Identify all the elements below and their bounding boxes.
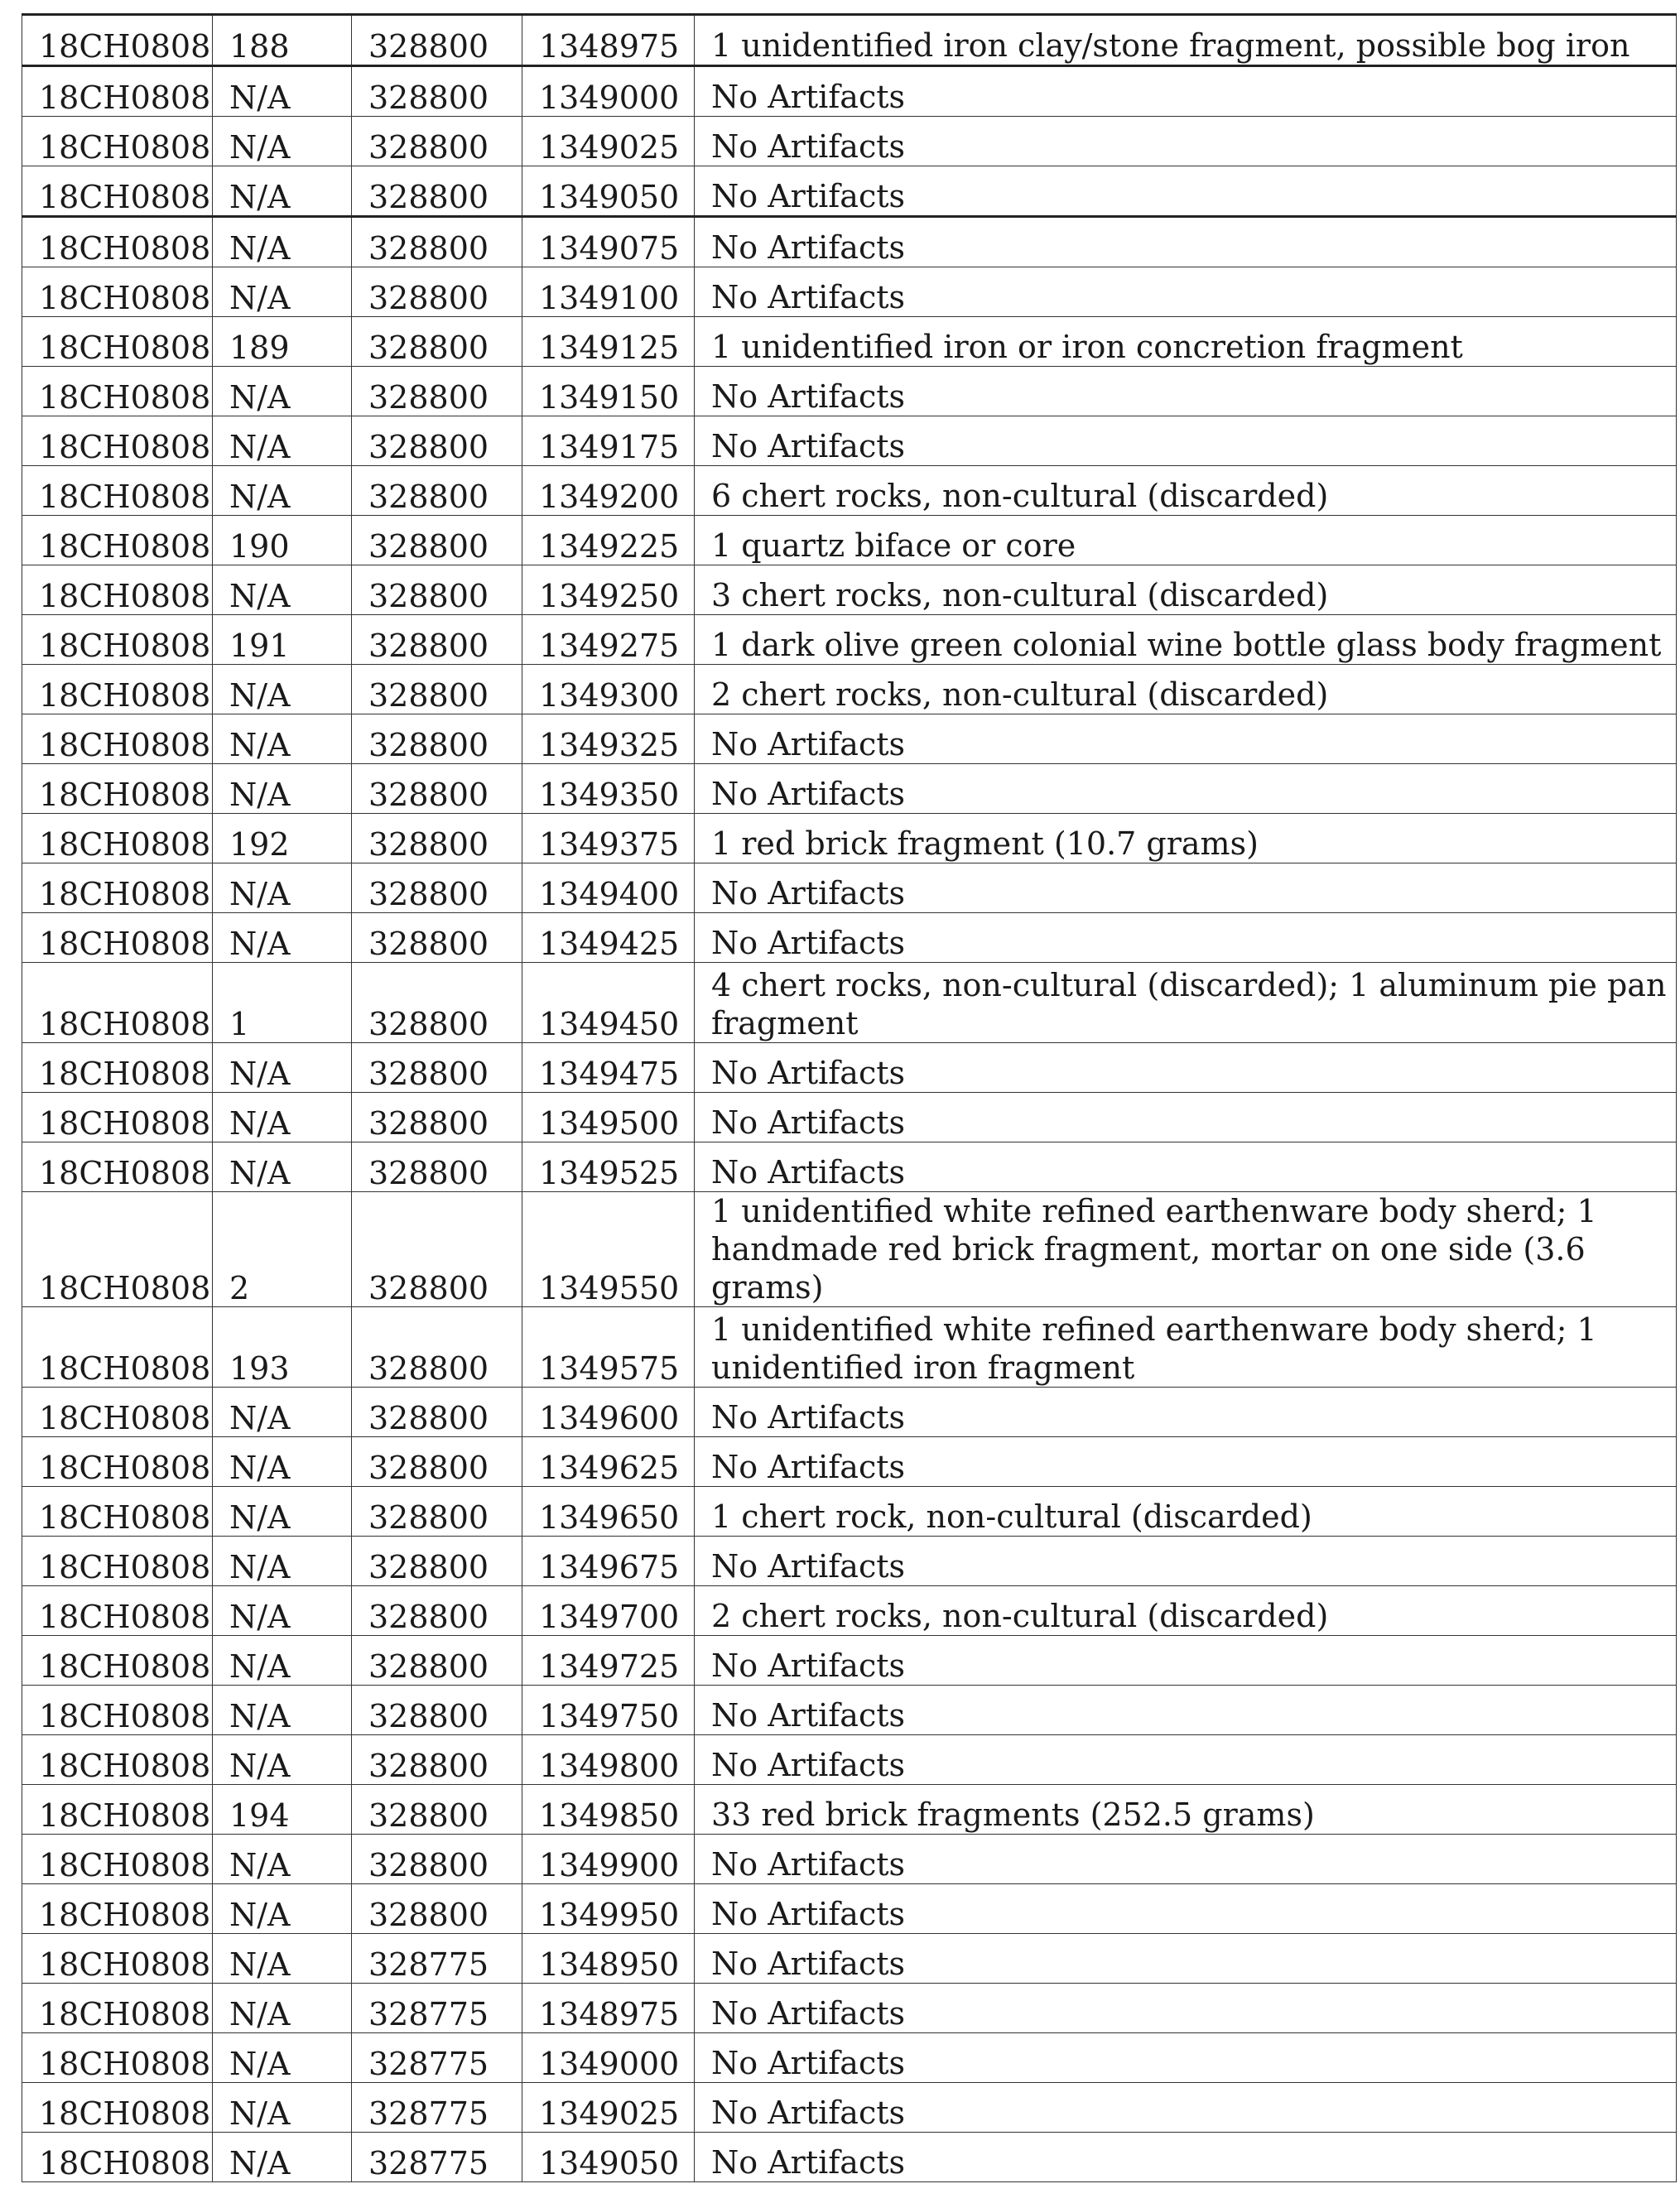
table-row [22,1636,1677,1686]
northing-cell: 1349175 [522,416,695,466]
table-row [22,1586,1677,1636]
catalog-number-cell: 190 [213,516,352,565]
description-cell: No Artifacts [695,1388,1677,1437]
table-row [22,913,1677,963]
northing-cell: 1349125 [522,317,695,367]
site-number-cell: 18CH0808 [22,2083,213,2133]
site-number-cell: 18CH0808 [22,217,213,267]
site-number-cell: 18CH0808 [22,66,213,117]
northing-cell: 1348950 [522,1934,695,1984]
northing-cell: 1349250 [522,565,695,615]
catalog-number-cell: N/A [213,1093,352,1142]
site-number-cell: 18CH0808 [22,516,213,565]
table-row [22,963,1677,1043]
catalog-number-cell: 188 [213,15,352,66]
easting-cell: 328800 [352,814,522,863]
description-cell: 1 unidentified white refined earthenware body sherd; 1 unidentified iron fragment [695,1307,1677,1388]
table-row [22,1934,1677,1984]
site-number-cell: 18CH0808 [22,317,213,367]
table-row [22,1487,1677,1537]
catalog-number-cell: 1 [213,963,352,1043]
catalog-number-cell: N/A [213,665,352,714]
site-number-cell: 18CH0808 [22,615,213,665]
description-cell: No Artifacts [695,1043,1677,1093]
description-cell: No Artifacts [695,166,1677,217]
catalog-number-cell: N/A [213,1142,352,1192]
northing-cell: 1349350 [522,764,695,814]
northing-cell: 1349550 [522,1192,695,1307]
easting-cell: 328800 [352,516,522,565]
table-row [22,217,1677,267]
easting-cell: 328775 [352,2033,522,2083]
table-row [22,267,1677,317]
description-cell: 1 unidentified white refined earthenware body sherd; 1 handmade red brick fragment, mortar on one side (3.6 grams) [695,1192,1677,1307]
catalog-number-cell: 192 [213,814,352,863]
site-number-cell: 18CH0808 [22,665,213,714]
table-row [22,15,1677,66]
site-number-cell: 18CH0808 [22,1686,213,1735]
table-row [22,764,1677,814]
description-cell: No Artifacts [695,714,1677,764]
site-number-cell: 18CH0808 [22,2033,213,2083]
northing-cell: 1349650 [522,1487,695,1537]
northing-cell: 1349325 [522,714,695,764]
easting-cell: 328800 [352,166,522,217]
site-number-cell: 18CH0808 [22,2133,213,2182]
description-cell: No Artifacts [695,1437,1677,1487]
description-cell: 2 chert rocks, non-cultural (discarded) [695,1586,1677,1636]
description-cell: No Artifacts [695,1884,1677,1934]
site-number-cell: 18CH0808 [22,1636,213,1686]
easting-cell: 328800 [352,367,522,416]
table-row [22,1093,1677,1142]
easting-cell: 328800 [352,714,522,764]
easting-cell: 328800 [352,416,522,466]
table-row [22,317,1677,367]
site-number-cell: 18CH0808 [22,1984,213,2033]
catalog-number-cell: N/A [213,1043,352,1093]
description-cell: No Artifacts [695,367,1677,416]
description-cell: No Artifacts [695,863,1677,913]
site-number-cell: 18CH0808 [22,416,213,466]
northing-cell: 1349425 [522,913,695,963]
site-number-cell: 18CH0808 [22,1142,213,1192]
northing-cell: 1349025 [522,2083,695,2133]
catalog-number-cell: N/A [213,1636,352,1686]
catalog-number-cell: N/A [213,416,352,466]
catalog-number-cell: N/A [213,66,352,117]
site-number-cell: 18CH0808 [22,814,213,863]
site-number-cell: 18CH0808 [22,1437,213,1487]
table-row [22,714,1677,764]
table-row [22,1388,1677,1437]
table-row [22,814,1677,863]
description-cell: No Artifacts [695,764,1677,814]
easting-cell: 328800 [352,317,522,367]
table-row [22,1307,1677,1388]
description-cell: 1 dark olive green colonial wine bottle glass body fragment [695,615,1677,665]
easting-cell: 328800 [352,1835,522,1884]
site-number-cell: 18CH0808 [22,1487,213,1537]
description-cell: 2 chert rocks, non-cultural (discarded) [695,665,1677,714]
easting-cell: 328800 [352,1388,522,1437]
northing-cell: 1349525 [522,1142,695,1192]
site-number-cell: 18CH0808 [22,863,213,913]
catalog-number-cell: N/A [213,2083,352,2133]
description-cell: 1 red brick fragment (10.7 grams) [695,814,1677,863]
northing-cell: 1349225 [522,516,695,565]
easting-cell: 328775 [352,2083,522,2133]
catalog-number-cell: N/A [213,1537,352,1586]
description-cell: No Artifacts [695,1686,1677,1735]
description-cell: No Artifacts [695,416,1677,466]
table-row [22,1984,1677,2033]
northing-cell: 1349600 [522,1388,695,1437]
catalog-number-cell: 191 [213,615,352,665]
northing-cell: 1349025 [522,117,695,166]
description-cell: No Artifacts [695,2133,1677,2182]
catalog-number-cell: N/A [213,913,352,963]
easting-cell: 328800 [352,1537,522,1586]
description-cell: 6 chert rocks, non-cultural (discarded) [695,466,1677,516]
catalog-number-cell: N/A [213,217,352,267]
catalog-number-cell: N/A [213,267,352,317]
easting-cell: 328800 [352,1192,522,1307]
northing-cell: 1349700 [522,1586,695,1636]
catalog-number-cell: 194 [213,1785,352,1835]
description-cell: No Artifacts [695,1984,1677,2033]
northing-cell: 1349575 [522,1307,695,1388]
catalog-number-cell: 2 [213,1192,352,1307]
site-number-cell: 18CH0808 [22,367,213,416]
easting-cell: 328775 [352,2133,522,2182]
easting-cell: 328800 [352,1686,522,1735]
catalog-number-cell: N/A [213,117,352,166]
site-number-cell: 18CH0808 [22,1835,213,1884]
easting-cell: 328800 [352,1437,522,1487]
catalog-number-cell: N/A [213,1934,352,1984]
description-cell: No Artifacts [695,1093,1677,1142]
northing-cell: 1349375 [522,814,695,863]
description-cell: No Artifacts [695,913,1677,963]
site-number-cell: 18CH0808 [22,963,213,1043]
easting-cell: 328800 [352,217,522,267]
site-number-cell: 18CH0808 [22,913,213,963]
description-cell: No Artifacts [695,66,1677,117]
catalog-number-cell: N/A [213,2033,352,2083]
description-cell: 1 unidentified iron or iron concretion fragment [695,317,1677,367]
table-row [22,1537,1677,1586]
easting-cell: 328800 [352,764,522,814]
catalog-number-cell: N/A [213,1437,352,1487]
easting-cell: 328800 [352,1043,522,1093]
table-row [22,1835,1677,1884]
northing-cell: 1348975 [522,15,695,66]
northing-cell: 1349500 [522,1093,695,1142]
easting-cell: 328800 [352,863,522,913]
northing-cell: 1349075 [522,217,695,267]
catalog-number-cell: N/A [213,1735,352,1785]
catalog-number-cell: N/A [213,1487,352,1537]
catalog-number-cell: N/A [213,1388,352,1437]
artifact-inventory-table [22,13,1677,2182]
description-cell: 1 chert rock, non-cultural (discarded) [695,1487,1677,1537]
easting-cell: 328800 [352,117,522,166]
description-cell: No Artifacts [695,1537,1677,1586]
site-number-cell: 18CH0808 [22,714,213,764]
site-number-cell: 18CH0808 [22,267,213,317]
northing-cell: 1348975 [522,1984,695,2033]
table-row [22,1437,1677,1487]
site-number-cell: 18CH0808 [22,1307,213,1388]
site-number-cell: 18CH0808 [22,1586,213,1636]
easting-cell: 328800 [352,466,522,516]
catalog-number-cell: N/A [213,863,352,913]
easting-cell: 328800 [352,665,522,714]
description-cell: No Artifacts [695,267,1677,317]
table-row [22,367,1677,416]
description-cell: No Artifacts [695,2033,1677,2083]
description-cell: No Artifacts [695,1735,1677,1785]
easting-cell: 328800 [352,1487,522,1537]
northing-cell: 1349725 [522,1636,695,1686]
easting-cell: 328800 [352,913,522,963]
table-row [22,416,1677,466]
table-row [22,466,1677,516]
site-number-cell: 18CH0808 [22,166,213,217]
northing-cell: 1349275 [522,615,695,665]
easting-cell: 328800 [352,1735,522,1785]
easting-cell: 328775 [352,1984,522,2033]
northing-cell: 1349475 [522,1043,695,1093]
northing-cell: 1349000 [522,2033,695,2083]
easting-cell: 328800 [352,1884,522,1934]
site-number-cell: 18CH0808 [22,117,213,166]
catalog-number-cell: N/A [213,1984,352,2033]
table-row [22,665,1677,714]
easting-cell: 328800 [352,15,522,66]
description-cell: 1 unidentified iron clay/stone fragment, possible bog iron [695,15,1677,66]
site-number-cell: 18CH0808 [22,1537,213,1586]
catalog-number-cell: 189 [213,317,352,367]
site-number-cell: 18CH0808 [22,1884,213,1934]
table-row [22,615,1677,665]
site-number-cell: 18CH0808 [22,1388,213,1437]
easting-cell: 328800 [352,1307,522,1388]
table-row [22,2033,1677,2083]
northing-cell: 1349050 [522,166,695,217]
catalog-number-cell: N/A [213,764,352,814]
description-cell: No Artifacts [695,1636,1677,1686]
description-cell: 4 chert rocks, non-cultural (discarded); 1 aluminum pie pan fragment [695,963,1677,1043]
northing-cell: 1349050 [522,2133,695,2182]
table-row [22,1884,1677,1934]
catalog-number-cell: N/A [213,565,352,615]
easting-cell: 328800 [352,565,522,615]
easting-cell: 328800 [352,1142,522,1192]
easting-cell: 328800 [352,1785,522,1835]
site-number-cell: 18CH0808 [22,1735,213,1785]
description-cell: 3 chert rocks, non-cultural (discarded) [695,565,1677,615]
catalog-number-cell: N/A [213,466,352,516]
site-number-cell: 18CH0808 [22,565,213,615]
northing-cell: 1349800 [522,1735,695,1785]
catalog-number-cell: N/A [213,1686,352,1735]
table-row [22,66,1677,117]
table-row [22,117,1677,166]
catalog-number-cell: N/A [213,1586,352,1636]
easting-cell: 328800 [352,615,522,665]
northing-cell: 1349150 [522,367,695,416]
site-number-cell: 18CH0808 [22,1934,213,1984]
description-cell: No Artifacts [695,217,1677,267]
description-cell: No Artifacts [695,1142,1677,1192]
description-cell: No Artifacts [695,1835,1677,1884]
easting-cell: 328775 [352,1934,522,1984]
description-cell: No Artifacts [695,117,1677,166]
site-number-cell: 18CH0808 [22,1192,213,1307]
table-row [22,2083,1677,2133]
catalog-number-cell: 193 [213,1307,352,1388]
northing-cell: 1349850 [522,1785,695,1835]
northing-cell: 1349750 [522,1686,695,1735]
description-cell: No Artifacts [695,2083,1677,2133]
northing-cell: 1349625 [522,1437,695,1487]
site-number-cell: 18CH0808 [22,1093,213,1142]
northing-cell: 1349100 [522,267,695,317]
northing-cell: 1349950 [522,1884,695,1934]
table-body [22,15,1677,2182]
table-row [22,2133,1677,2182]
table-row [22,1686,1677,1735]
table-row [22,1142,1677,1192]
catalog-number-cell: N/A [213,714,352,764]
description-cell: No Artifacts [695,1934,1677,1984]
northing-cell: 1349900 [522,1835,695,1884]
easting-cell: 328800 [352,1586,522,1636]
site-number-cell: 18CH0808 [22,1043,213,1093]
easting-cell: 328800 [352,66,522,117]
table-row [22,1785,1677,1835]
catalog-number-cell: N/A [213,367,352,416]
site-number-cell: 18CH0808 [22,15,213,66]
site-number-cell: 18CH0808 [22,764,213,814]
table-row [22,1043,1677,1093]
catalog-number-cell: N/A [213,166,352,217]
easting-cell: 328800 [352,1636,522,1686]
site-number-cell: 18CH0808 [22,466,213,516]
easting-cell: 328800 [352,1093,522,1142]
catalog-number-cell: N/A [213,1835,352,1884]
table-row [22,166,1677,217]
description-cell: 1 quartz biface or core [695,516,1677,565]
description-cell: 33 red brick fragments (252.5 grams) [695,1785,1677,1835]
table-row [22,863,1677,913]
easting-cell: 328800 [352,267,522,317]
northing-cell: 1349200 [522,466,695,516]
northing-cell: 1349675 [522,1537,695,1586]
table-row [22,1735,1677,1785]
easting-cell: 328800 [352,963,522,1043]
northing-cell: 1349000 [522,66,695,117]
table-row [22,1192,1677,1307]
catalog-number-cell: N/A [213,1884,352,1934]
site-number-cell: 18CH0808 [22,1785,213,1835]
northing-cell: 1349300 [522,665,695,714]
catalog-number-cell: N/A [213,2133,352,2182]
northing-cell: 1349400 [522,863,695,913]
table-row [22,565,1677,615]
table-row [22,516,1677,565]
northing-cell: 1349450 [522,963,695,1043]
